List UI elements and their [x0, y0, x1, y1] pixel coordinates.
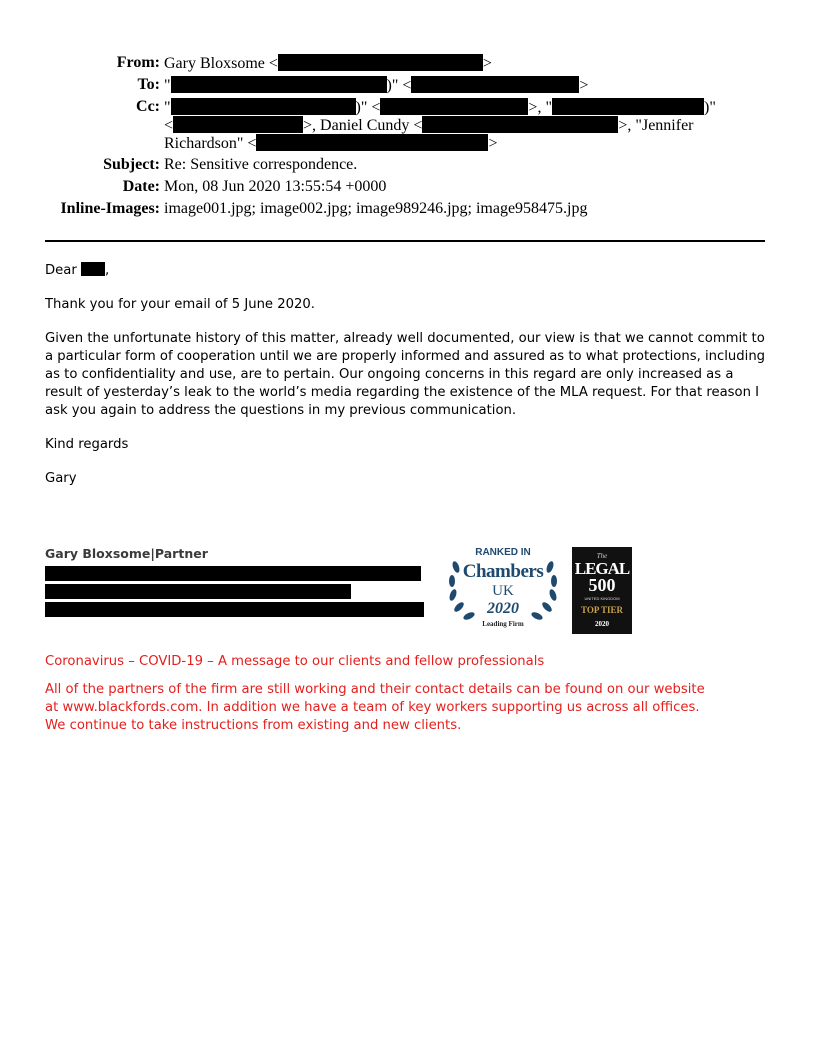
inline-images-row — [0, 200, 816, 222]
legal500-legal: LEGAL — [574, 559, 630, 578]
inline-images-value: image001.jpg; image002.jpg; image989246.jpg; image958475.jpg — [164, 200, 588, 217]
legal500-region: UNITED KINGDOM — [584, 596, 620, 601]
notice-title: Coronavirus – COVID-19 – A message to our clients and fellow professionals — [45, 654, 545, 669]
signoff: Gary — [45, 471, 77, 486]
subject-row — [0, 156, 816, 178]
legal500-year: 2020 — [595, 620, 609, 628]
notice-line: All of the partners of the firm are still working and their contact details can be found on our website — [45, 682, 705, 697]
redaction — [411, 76, 579, 93]
redaction — [552, 98, 704, 115]
legal500-num: 500 — [588, 575, 616, 595]
redaction — [422, 116, 618, 133]
to-label: To: — [137, 76, 160, 93]
notice-line: We continue to take instructions from existing and new clients. — [45, 718, 462, 733]
date-label: Date: — [122, 178, 160, 195]
redaction — [173, 116, 303, 133]
to-row: To: " )" < > — [137, 76, 589, 94]
chambers-name: Chambers — [462, 561, 544, 582]
redaction — [45, 584, 351, 599]
redaction — [256, 134, 488, 151]
cc-row: Cc: " )" < >, " )" — [136, 98, 716, 116]
signature-name: Gary Bloxsome|Partner — [45, 546, 208, 561]
body-paragraph: Given the unfortunate history of this matter, already well documented, our view is that we cannot commit to a particular form of cooperation until we are properly informed and assured as to what protections, including as to confidentiality and use, are to pertain. Our ongoing concerns in this regard are only increased as a result of yesterday’s leak to the world’s media regarding the existence of the MLA request. For that reason I ask you again to address the questions in my previous communication. — [45, 331, 766, 418]
cc-row-2: < >, Daniel Cundy < >, "Jennifer — [164, 117, 694, 134]
subject-label: Subject: — [103, 156, 160, 173]
legal500-the: The — [596, 552, 608, 560]
chambers-logo — [446, 545, 560, 633]
from-row: From: Gary Bloxsome < > — [116, 54, 492, 72]
cc-row-3: Richardson" < > — [164, 135, 498, 152]
from-name: Gary Bloxsome < — [164, 55, 278, 72]
notice-line: at www.blackfords.com. In addition we have a team of key workers supporting us across all offices. — [45, 700, 700, 715]
redaction — [81, 262, 105, 276]
closing: Kind regards — [45, 437, 129, 452]
chambers-uk: UK — [492, 583, 514, 599]
date-value: Mon, 08 Jun 2020 13:55:54 +0000 — [164, 178, 387, 195]
greeting: Dear , — [45, 263, 110, 278]
chambers-tag: Leading Firm — [482, 620, 524, 628]
header-divider — [45, 240, 765, 242]
legal500-logo — [572, 547, 632, 634]
legal500-tier: TOP TIER — [581, 605, 623, 615]
from-label: From: — [116, 54, 160, 71]
cc-label: Cc: — [136, 98, 160, 115]
chambers-year: 2020 — [487, 600, 519, 617]
redaction — [171, 98, 356, 115]
redaction — [278, 54, 483, 71]
chambers-ranked: RANKED IN — [475, 547, 531, 558]
redaction — [380, 98, 528, 115]
body-paragraph: Thank you for your email of 5 June 2020. — [45, 297, 315, 312]
redaction — [171, 76, 387, 93]
redaction — [45, 566, 421, 581]
subject-value: Re: Sensitive correspondence. — [164, 156, 358, 173]
redaction — [45, 602, 424, 617]
date-row — [0, 178, 816, 200]
email-body — [45, 262, 770, 488]
inline-images-label: Inline-Images: — [60, 200, 160, 217]
